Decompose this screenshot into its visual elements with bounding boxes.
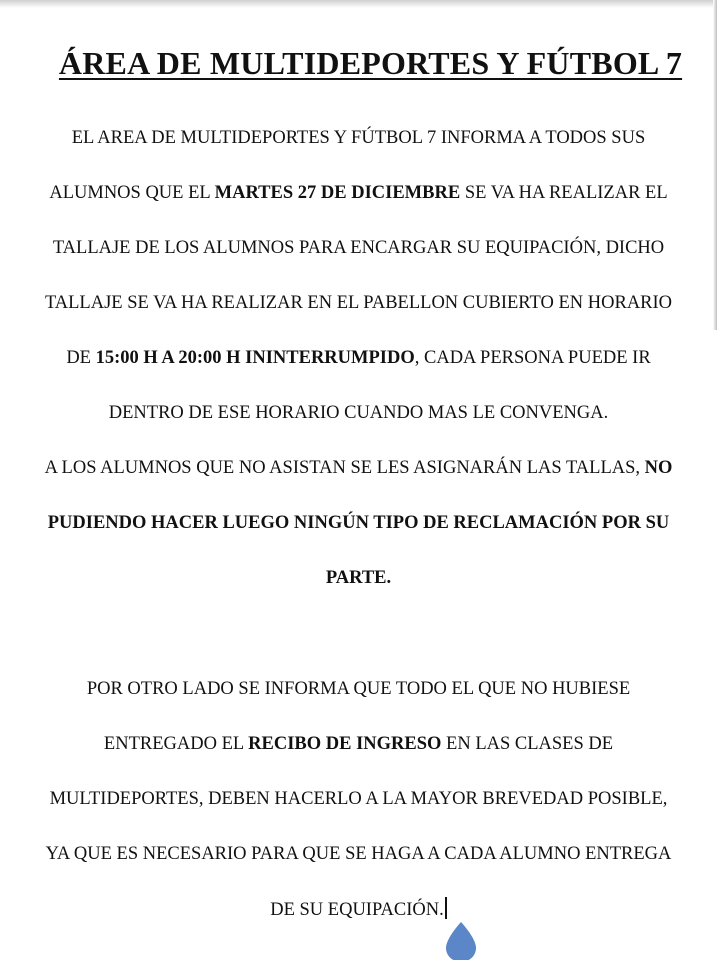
text-line [0, 842, 717, 866]
text-span: A LOS ALUMNOS QUE NO ASISTAN SE LES ASIGNARÁN LAS TALLAS, [44, 458, 645, 478]
bold-schedule: 15:00 H A 20:00 H ININTERRUMPIDO [95, 348, 415, 368]
text-span: , CADA PERSONA PUEDE IR [414, 348, 651, 368]
text-span: ALUMNOS QUE EL [49, 183, 215, 203]
bold-warning: PARTE. [325, 568, 392, 588]
text-span: DENTRO DE ESE HORARIO CUANDO MAS LE CONVENGA. [108, 403, 609, 423]
text-line [0, 732, 717, 756]
text-span: SE VA HA REALIZAR EL [460, 183, 668, 203]
text-line [0, 677, 717, 701]
text-selection-handle[interactable] [444, 922, 478, 960]
text-line [0, 511, 717, 535]
text-cursor [445, 897, 447, 919]
text-line [0, 456, 717, 480]
text-line [0, 236, 717, 260]
text-span: TALLAJE DE LOS ALUMNOS PARA ENCARGAR SU EQUIPACIÓN, DICHO [52, 238, 665, 258]
text-line [0, 897, 717, 922]
document-title: ÁREA DE MULTIDEPORTES Y FÚTBOL 7 [58, 45, 683, 81]
text-span: MULTIDEPORTES, DEBEN HACERLO A LA MAYOR BREVEDAD POSIBLE, [49, 789, 668, 809]
text-span: TALLAJE SE VA HA REALIZAR EN EL PABELLON CUBIERTO EN HORARIO [44, 293, 673, 313]
selection-handle-icon [444, 922, 478, 960]
text-line [0, 346, 717, 370]
text-span: YA QUE ES NECESARIO PARA QUE SE HAGA A CADA ALUMNO ENTREGA [45, 844, 672, 864]
text-line [0, 181, 717, 205]
text-line [0, 291, 717, 315]
bold-warning: PUDIENDO HACER LUEGO NINGÚN TIPO DE RECLAMACIÓN POR SU [47, 513, 670, 533]
text-span: EN LAS CLASES DE [441, 734, 614, 754]
bold-receipt: RECIBO DE INGRESO [248, 734, 442, 754]
text-span: DE SU EQUIPACIÓN. [270, 900, 444, 920]
text-span: EL AREA DE MULTIDEPORTES Y FÚTBOL 7 INFORMA A TODOS SUS [71, 128, 646, 148]
text-line [0, 126, 717, 150]
bold-date: MARTES 27 DE DICIEMBRE [214, 183, 461, 203]
text-line [0, 401, 717, 425]
top-edge-shadow [0, 0, 717, 8]
bold-warning: NO [644, 458, 673, 478]
text-span: POR OTRO LADO SE INFORMA QUE TODO EL QUE NO HUBIESE [86, 679, 631, 699]
text-span: DE [66, 348, 96, 368]
text-span: ENTREGADO EL [103, 734, 249, 754]
text-line [0, 566, 717, 590]
text-line [0, 787, 717, 811]
